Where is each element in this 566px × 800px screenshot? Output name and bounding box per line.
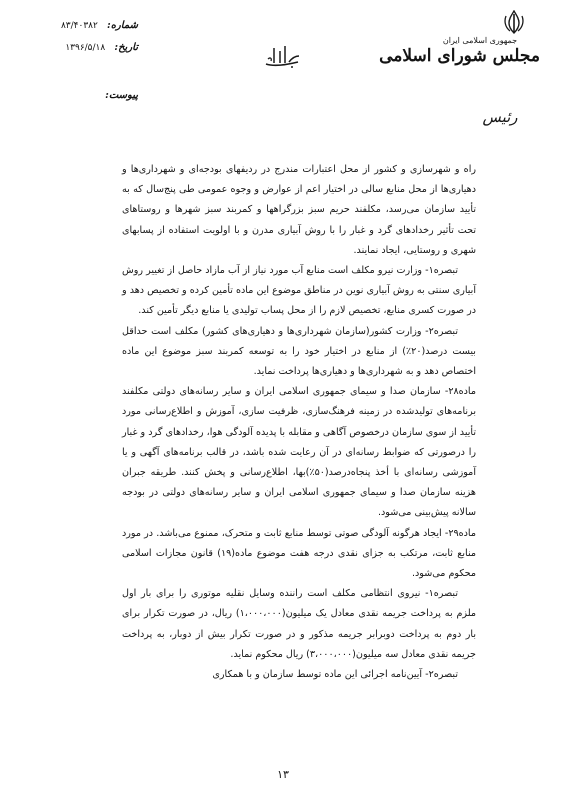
org-name-large: مجلس شورای اسلامی <box>379 46 540 66</box>
president-label: رئیس <box>482 108 518 126</box>
paragraph-article-29: ماده۲۹- ایجاد هرگونه آلودگی صوتی توسط منابع ثابت و متحرک، ممنوع می‌باشد. در مورد منابع ثابت، مرتکب به جزای نقدی درجه هفت موضوع ماده(۱۹) قانون مجازات اسلامی محکوم می‌شود. <box>122 527 476 580</box>
meta-number <box>61 20 138 31</box>
paragraph-note-1: تبصره۱- وزارت نیرو مکلف است منابع آب مورد نیاز از آب مازاد حاصل از تغییر روش آبیاری سنتی به روش آبیاری نوین در مناطق موضوع این ماده تأمین کرده و تخصیص دهد و در صورت کسری منابع، تخصیص لازم را از محل پساب تولیدی یا منابع دیگر تأمین کند. <box>122 265 476 317</box>
number-value: ۸۳/۴۰۳۸۲ <box>60 21 98 31</box>
paragraph-article-28: ماده۲۸- سازمان صدا و سیمای جمهوری اسلامی ایران و سایر رسانه‌های دولتی مکلفند برنامه‌های تولیدشده در زمینه فرهنگ‌سازی، ظرفیت سازی، آموزش و اطلاع‌رسانی مورد تأیید از سوی سازمان درخصوص آگاهی و مقابله با پدیده آلودگی هوا، رخدادهای گرد و غبار را درصورتی که ضوابط رسانه‌ای در آن رعایت شده باشد، در قالب برنامه‌های آگهی و یا آموزشی رسانه‌ای با أخذ پنجاه‌درصد(۵۰٪)بها، اطلاع‌رسانی و پخش کنند. طریقه جبران هزینه سازمان صدا و سیمای جمهوری اسلامی ایران و سایر رسانه‌های دولتی در بودجه سالانه پیش‌بینی می‌شود. <box>122 386 476 519</box>
paragraph-note-2: تبصره۲- وزارت کشور(سازمان شهرداری‌ها و دهیاری‌های کشور) مکلف است حداقل بیست درصد(۲۰٪) از منابع در اختیار خود را به توسعه کمربند سبز موضوع این ماده اختصاص دهد و به شهرداری‌ها و دهیاری‌ها پرداخت نماید. <box>122 325 476 378</box>
number-label: شماره: <box>107 20 138 31</box>
paragraph-continuation: راه و شهرسازی و کشور از محل اعتبارات مندرج در ردیفهای بودجه‌ای و شهرداری‌ها و دهیاری‌ها از محل منابع سالی در اختیار اعم از عوارض و وجوه عمومی طی پنج‌سال که به تأیید سازمان می‌رسد، مکلفند حریم سبز بزرگراهها و کمربند سبز شهرها و روستاهای تحت تأثیر رخدادهای گرد و غبار را با روش آبیاری مدرن و با اولویت استفاده از پسابهای شهری و روستایی، ایجاد نمایند. <box>122 164 476 256</box>
date-value: ۱۳۹۶/۵/۱۸ <box>65 43 106 53</box>
page-number: ۱۳ <box>277 768 289 781</box>
org-name-small: جمهوری اسلامی ایران <box>442 36 518 45</box>
meta-enclosure <box>99 90 138 101</box>
meta-date <box>65 42 138 53</box>
paragraph-note-1-art-29: تبصره۱- نیروی انتظامی مکلف است راننده وسایل نقلیه موتوری را برای بار اول ملزم به پرداخت جریمه نقدی معادل یک میلیون(۱،۰۰۰،۰۰۰) ریال، در صورت تکرار برای بار دوم به پرداخت دوبرابر جریمه مذکور و در صورت تکرار بیش از دوبار، به پرداخت جریمه نقدی معادل سه میلیون(۳،۰۰۰،۰۰۰) ریال محکوم نماید. <box>122 588 477 660</box>
paragraph-note-2-art-29: تبصره۲- آیین‌نامه اجرائی این ماده توسط سازمان و با همکاری <box>212 669 458 681</box>
header-calligraphy-mark <box>262 42 304 72</box>
date-label: تاریخ: <box>114 42 138 53</box>
enclosure-label: پیوست: <box>105 90 138 101</box>
emblem-icon <box>503 10 525 34</box>
body-text <box>122 160 476 685</box>
